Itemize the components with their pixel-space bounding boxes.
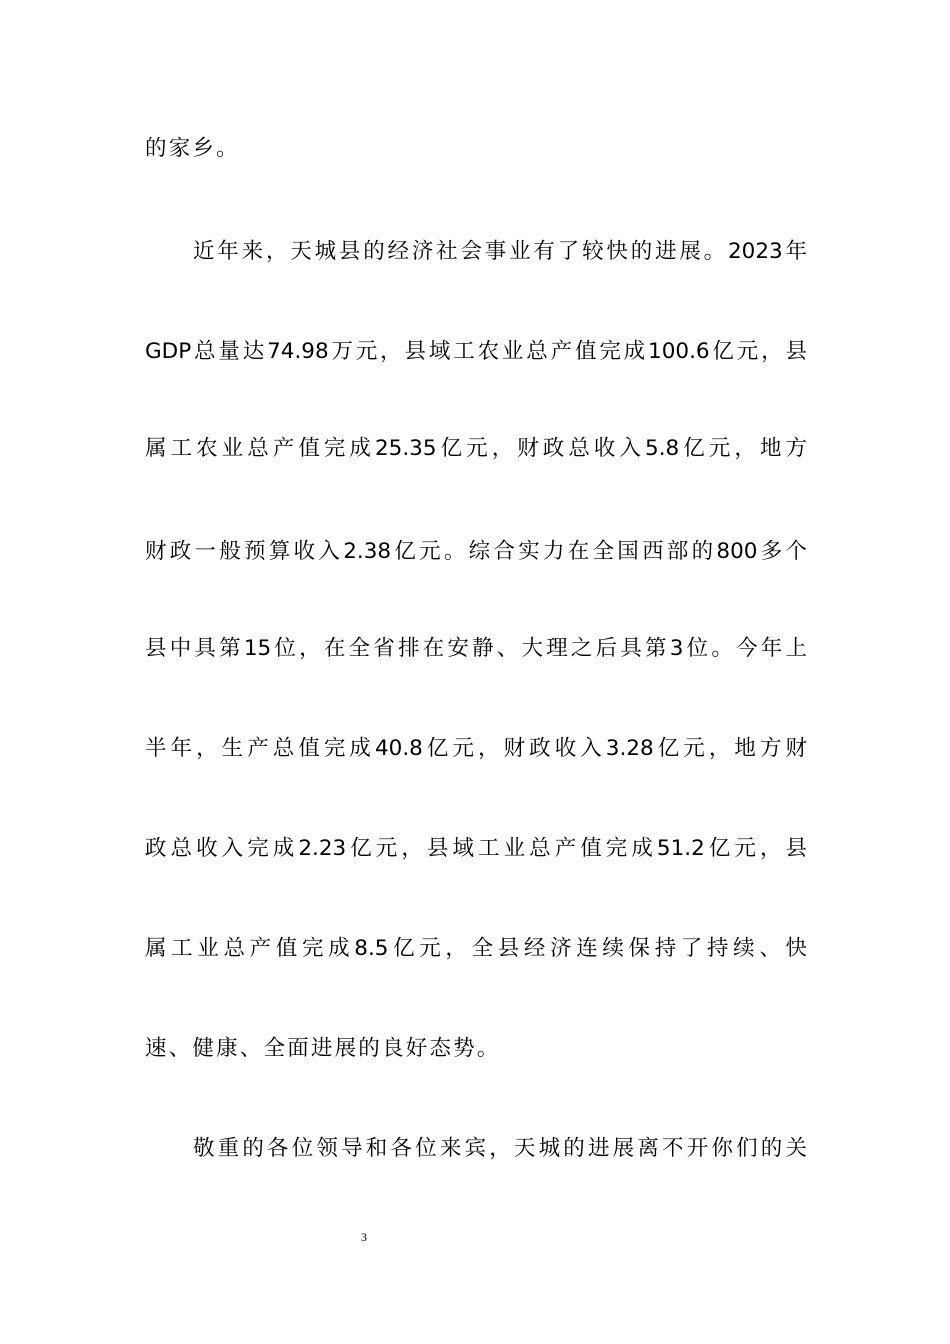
text-line-8: 政总收入完成2.23亿元，县域工业总产值完成51.2亿元，县 bbox=[145, 836, 807, 861]
text-line-9: 属工业总产值完成8.5亿元，全县经济连续保持了持续、快 bbox=[145, 936, 807, 961]
text-line-7: 半年，生产总值完成40.8亿元，财政收入3.28亿元，地方财 bbox=[145, 736, 807, 761]
text-line-5: 财政一般预算收入2.38亿元。综合实力在全国西部的800多个 bbox=[145, 539, 807, 564]
text-line-2: 近年来，天城县的经济社会事业有了较快的进展。2023年 bbox=[193, 239, 807, 264]
text-line-3: GDP总量达74.98万元，县域工农业总产值完成100.6亿元，县 bbox=[145, 339, 807, 364]
text-line-6: 县中具第15位，在全省排在安静、大理之后具第3位。今年上 bbox=[145, 636, 807, 661]
text-line-1: 的家乡。 bbox=[145, 136, 240, 161]
text-line-10: 速、健康、全面进展的良好态势。 bbox=[145, 1036, 501, 1061]
text-line-11: 敬重的各位领导和各位来宾，天城的进展离不开你们的关 bbox=[193, 1136, 807, 1161]
text-line-4: 属工农业总产值完成25.35亿元，财政总收入5.8亿元，地方 bbox=[145, 436, 807, 461]
page-number: 3 bbox=[361, 1230, 367, 1244]
